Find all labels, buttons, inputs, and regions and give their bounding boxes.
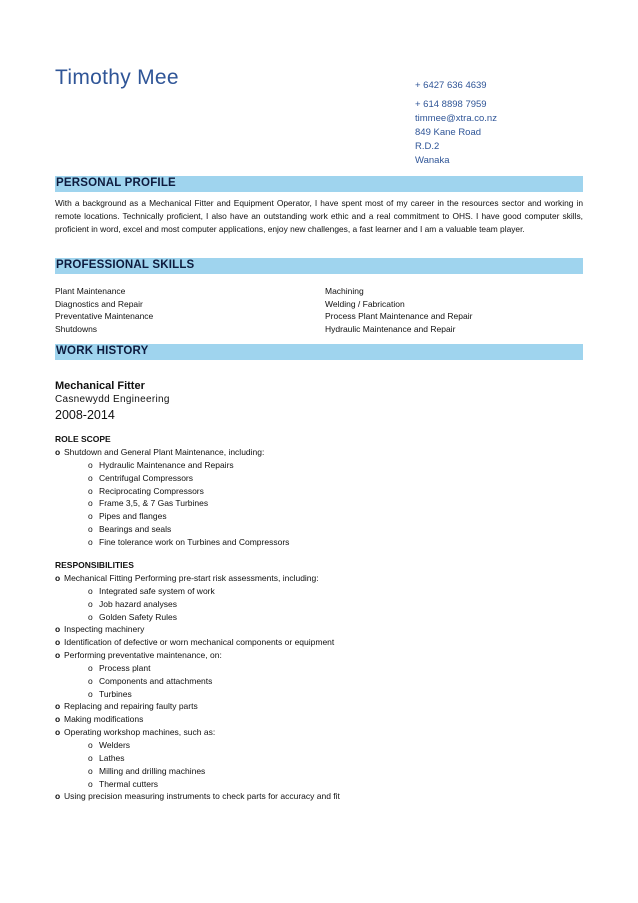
sub-list-item — [55, 688, 585, 701]
list-item — [55, 623, 585, 636]
address-line-2: R.D.2 — [415, 141, 440, 152]
bullet-icon: o — [88, 739, 93, 750]
bullet-icon: o — [55, 637, 61, 648]
sub-list-item — [55, 497, 585, 510]
section-heading: PROFESSIONAL SKILLS — [56, 259, 195, 271]
list-item-text: Lathes — [99, 752, 125, 763]
section-heading: WORK HISTORY — [56, 345, 149, 357]
bullet-icon: o — [88, 498, 93, 509]
sub-list-item — [55, 585, 585, 598]
list-item-text: Job hazard analyses — [99, 598, 177, 609]
bullet-icon: o — [55, 727, 61, 738]
list-item-text: Hydraulic Maintenance and Repairs — [99, 459, 234, 470]
sub-list-item — [55, 485, 585, 498]
bullet-icon: o — [88, 765, 93, 776]
responsibilities-heading: RESPONSIBILITIES — [55, 560, 134, 570]
responsibilities-list — [55, 572, 585, 803]
list-item — [55, 713, 585, 726]
email-address: timmee@xtra.co.nz — [415, 113, 497, 124]
bullet-icon: o — [55, 714, 61, 725]
role-scope-list — [55, 446, 585, 549]
bullet-icon: o — [88, 472, 93, 483]
skill-item: Hydraulic Maintenance and Repair — [325, 323, 456, 334]
bullet-icon: o — [88, 536, 93, 547]
address-line-1: 849 Kane Road — [415, 127, 482, 138]
list-item-text: Golden Safety Rules — [99, 611, 177, 622]
contact-block — [415, 79, 497, 168]
skill-item: Plant Maintenance — [55, 286, 126, 296]
list-item-text: Integrated safe system of work — [99, 585, 215, 596]
list-item — [55, 636, 585, 649]
sub-list-item — [55, 536, 585, 549]
bullet-icon: o — [88, 485, 93, 496]
list-item-text: Reciprocating Compressors — [99, 485, 204, 496]
bullet-icon: o — [55, 447, 61, 457]
bullet-icon: o — [88, 675, 93, 686]
bullet-icon: o — [88, 459, 93, 470]
list-item-text: Mechanical Fitting Performing pre-start risk assessments, including: — [64, 573, 319, 583]
sub-list-item — [55, 765, 585, 778]
bullet-icon: o — [55, 573, 61, 583]
skill-item: Process Plant Maintenance and Repair — [325, 311, 473, 321]
list-item-text: Thermal cutters — [99, 778, 159, 789]
bullet-icon: o — [88, 688, 93, 699]
sub-list-item — [55, 778, 585, 791]
section-professional-skills — [55, 258, 583, 274]
list-item-text: Components and attachments — [99, 675, 213, 686]
list-item-text: Pipes and flanges — [99, 511, 167, 522]
list-item-text: Turbines — [99, 688, 132, 699]
sub-list-item — [55, 752, 585, 765]
section-work-history — [55, 344, 583, 360]
candidate-name: Timothy Mee — [55, 66, 179, 89]
sub-list-item — [55, 523, 585, 536]
role-scope-heading: ROLE SCOPE — [55, 434, 111, 444]
phone-secondary: + 614 8898 7959 — [415, 99, 487, 110]
list-item-text: Milling and drilling machines — [99, 765, 206, 776]
sub-list-item — [55, 472, 585, 485]
bullet-icon: o — [88, 585, 93, 596]
job-title: Mechanical Fitter — [55, 380, 145, 392]
list-item-text: Making modifications — [64, 714, 144, 725]
bullet-icon: o — [88, 778, 93, 789]
bullet-icon: o — [88, 524, 93, 535]
list-item-text: Centrifugal Compressors — [99, 472, 194, 483]
list-item-text: Identification of defective or worn mechanical components or equipment — [64, 637, 335, 648]
bullet-icon: o — [55, 701, 61, 712]
list-item-text: Fine tolerance work on Turbines and Compressors — [99, 536, 290, 547]
skill-item: Welding / Fabrication — [325, 298, 405, 309]
list-item-text: Operating workshop machines, such as: — [64, 727, 216, 738]
bullet-icon: o — [55, 791, 61, 802]
phone-primary: + 6427 636 4639 — [415, 80, 487, 91]
skills-left-column — [55, 285, 153, 335]
profile-text: With a background as a Mechanical Fitter and Equipment Operator, I have spent most of my career in the resources sector and working in remote locations. Technically proficient, I also have an outstanding work ethic and a real commitment to OHS. I have good computer skills, proficient in word, excel and most computer applications, enjoy new challenges, a fast learner and I am a valuable team player. — [55, 198, 583, 234]
list-item-text: Frame 3,5, & 7 Gas Turbines — [99, 498, 209, 509]
bullet-icon: o — [55, 650, 61, 661]
skill-item: Preventative Maintenance — [55, 311, 154, 321]
skill-item: Diagnostics and Repair — [55, 298, 143, 309]
job-years: 2008-2014 — [55, 408, 115, 422]
bullet-icon: o — [88, 511, 93, 522]
list-item-text: Performing preventative maintenance, on: — [64, 650, 222, 661]
bullet-icon: o — [88, 598, 93, 609]
list-item-text: Welders — [99, 739, 131, 750]
bullet-icon: o — [88, 662, 93, 673]
sub-list-item — [55, 510, 585, 523]
sub-list-item — [55, 662, 585, 675]
list-item — [55, 446, 585, 459]
list-item-text: Inspecting machinery — [64, 624, 145, 635]
skills-right-column — [325, 285, 472, 335]
skill-item: Shutdowns — [55, 323, 98, 334]
list-item — [55, 572, 585, 585]
list-item-text: Process plant — [99, 662, 151, 673]
list-item-text: Using precision measuring instruments to check parts for accuracy and fit — [64, 791, 340, 802]
list-item — [55, 700, 585, 713]
sub-list-item — [55, 675, 585, 688]
sub-list-item — [55, 598, 585, 611]
bullet-icon: o — [55, 624, 61, 635]
skill-item: Machining — [325, 286, 364, 296]
list-item-text: Shutdown and General Plant Maintenance, including: — [64, 447, 265, 457]
list-item-text: Bearings and seals — [99, 524, 172, 535]
job-company: Casnewydd Engineering — [55, 394, 170, 405]
address-town: Wanaka — [415, 155, 450, 166]
list-item — [55, 790, 585, 803]
sub-list-item — [55, 459, 585, 472]
section-heading: PERSONAL PROFILE — [56, 177, 176, 189]
sub-list-item — [55, 611, 585, 624]
sub-list-item — [55, 739, 585, 752]
bullet-icon: o — [88, 752, 93, 763]
list-item — [55, 726, 585, 739]
section-personal-profile — [55, 176, 583, 192]
list-item-text: Replacing and repairing faulty parts — [64, 701, 198, 712]
bullet-icon: o — [88, 611, 93, 622]
list-item — [55, 649, 585, 662]
